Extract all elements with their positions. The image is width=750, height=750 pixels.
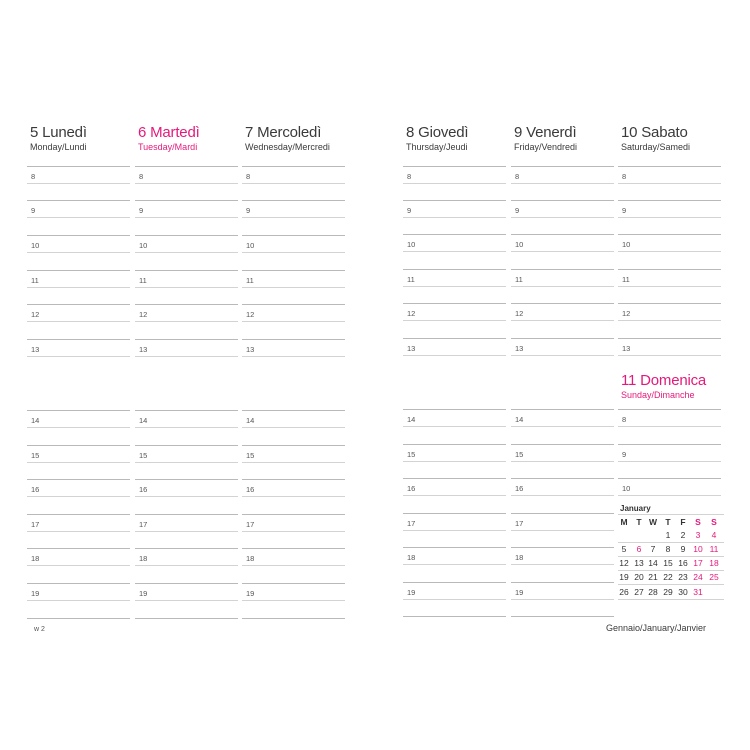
hour-line bbox=[27, 304, 130, 305]
half-hour-line[interactable] bbox=[618, 426, 721, 427]
half-hour-line[interactable] bbox=[511, 320, 614, 321]
hour-label: 17 bbox=[31, 520, 40, 529]
day-header bbox=[406, 124, 468, 153]
mini-calendar-row-line bbox=[618, 570, 724, 571]
half-hour-line[interactable] bbox=[618, 495, 721, 496]
mini-calendar-weekday: S bbox=[695, 517, 701, 527]
hour-line bbox=[618, 200, 721, 201]
half-hour-line[interactable] bbox=[618, 320, 721, 321]
mini-calendar-month: January bbox=[620, 504, 651, 513]
half-hour-line[interactable] bbox=[618, 251, 721, 252]
hour-line bbox=[511, 409, 614, 410]
half-hour-line[interactable] bbox=[242, 321, 345, 322]
hour-label: 10 bbox=[139, 241, 148, 250]
hour-line bbox=[618, 444, 721, 445]
hour-label: 13 bbox=[622, 344, 631, 353]
hour-label: 12 bbox=[139, 310, 148, 319]
hour-line bbox=[27, 410, 130, 411]
hour-label: 15 bbox=[139, 451, 148, 460]
hour-line bbox=[135, 410, 238, 411]
hour-label: 18 bbox=[31, 554, 40, 563]
mini-calendar-day[interactable]: 31 bbox=[693, 587, 703, 597]
hour-label: 11 bbox=[622, 275, 630, 284]
half-hour-line[interactable] bbox=[511, 251, 614, 252]
hour-line bbox=[403, 200, 506, 201]
day-subtitle: Tuesday/Mardi bbox=[138, 142, 198, 152]
hour-line bbox=[135, 548, 238, 549]
half-hour-line[interactable] bbox=[511, 426, 614, 427]
hour-label: 14 bbox=[407, 415, 416, 424]
day-title: 8 Giovedì bbox=[406, 124, 469, 141]
hour-label: 9 bbox=[246, 206, 251, 215]
hour-line bbox=[403, 338, 506, 339]
hour-label: 10 bbox=[515, 240, 524, 249]
hour-label: 16 bbox=[139, 485, 148, 494]
half-hour-line[interactable] bbox=[242, 287, 345, 288]
hour-label: 9 bbox=[31, 206, 36, 215]
hour-label: 12 bbox=[515, 309, 524, 318]
hour-line bbox=[27, 445, 130, 446]
mini-calendar-row-line bbox=[618, 599, 724, 600]
half-hour-line[interactable] bbox=[511, 286, 614, 287]
hour-line bbox=[135, 200, 238, 201]
bottom-line bbox=[242, 618, 345, 619]
half-hour-line[interactable] bbox=[27, 531, 130, 532]
day-subtitle: Monday/Lundi bbox=[30, 142, 87, 152]
hour-line bbox=[242, 479, 345, 480]
half-hour-line[interactable] bbox=[511, 530, 614, 531]
half-hour-line[interactable] bbox=[27, 183, 130, 184]
half-hour-line[interactable] bbox=[618, 461, 721, 462]
day-header bbox=[621, 372, 706, 401]
hour-label: 16 bbox=[31, 485, 40, 494]
half-hour-line[interactable] bbox=[135, 183, 238, 184]
mini-calendar-day[interactable]: 10 bbox=[693, 544, 703, 554]
hour-line bbox=[618, 478, 721, 479]
hour-label: 11 bbox=[515, 275, 523, 284]
hour-line bbox=[403, 166, 506, 167]
hour-label: 9 bbox=[139, 206, 144, 215]
half-hour-line[interactable] bbox=[242, 252, 345, 253]
half-hour-line[interactable] bbox=[242, 183, 345, 184]
hour-label: 19 bbox=[31, 589, 40, 598]
half-hour-line[interactable] bbox=[27, 565, 130, 566]
hour-label: 17 bbox=[407, 519, 416, 528]
bottom-line bbox=[403, 616, 506, 617]
mini-calendar-weekday: T bbox=[665, 517, 671, 527]
day-header bbox=[621, 124, 690, 153]
hour-line bbox=[618, 303, 721, 304]
hour-line bbox=[27, 479, 130, 480]
hour-line bbox=[135, 583, 238, 584]
mini-calendar-day[interactable]: 23 bbox=[678, 572, 688, 582]
half-hour-line[interactable] bbox=[511, 355, 614, 356]
half-hour-line[interactable] bbox=[242, 565, 345, 566]
half-hour-line[interactable] bbox=[242, 531, 345, 532]
half-hour-line[interactable] bbox=[403, 461, 506, 462]
half-hour-line[interactable] bbox=[618, 286, 721, 287]
hour-label: 13 bbox=[407, 344, 416, 353]
mini-calendar-day[interactable]: 20 bbox=[634, 572, 644, 582]
mini-calendar-day[interactable]: 13 bbox=[634, 558, 644, 568]
half-hour-line[interactable] bbox=[242, 462, 345, 463]
half-hour-line[interactable] bbox=[27, 321, 130, 322]
day-subtitle: Thursday/Jeudi bbox=[406, 142, 468, 152]
hour-line bbox=[242, 339, 345, 340]
hour-line bbox=[135, 304, 238, 305]
hour-label: 18 bbox=[246, 554, 255, 563]
half-hour-line[interactable] bbox=[135, 356, 238, 357]
hour-label: 17 bbox=[515, 519, 524, 528]
hour-label: 9 bbox=[515, 206, 520, 215]
hour-line bbox=[27, 548, 130, 549]
mini-calendar-day[interactable]: 6 bbox=[636, 544, 642, 554]
hour-line bbox=[242, 200, 345, 201]
half-hour-line[interactable] bbox=[403, 355, 506, 356]
hour-line bbox=[27, 270, 130, 271]
half-hour-line[interactable] bbox=[135, 287, 238, 288]
hour-line bbox=[403, 513, 506, 514]
hour-line bbox=[618, 338, 721, 339]
hour-line bbox=[403, 269, 506, 270]
hour-line bbox=[27, 339, 130, 340]
hour-line bbox=[403, 582, 506, 583]
hour-line bbox=[242, 410, 345, 411]
hour-line bbox=[27, 200, 130, 201]
day-title: 7 Mercoledì bbox=[245, 124, 322, 141]
hour-label: 9 bbox=[622, 450, 627, 459]
day-title: 9 Venerdì bbox=[514, 124, 577, 141]
hour-line bbox=[135, 445, 238, 446]
hour-label: 10 bbox=[31, 241, 40, 250]
hour-line bbox=[511, 338, 614, 339]
mini-calendar-day[interactable]: 11 bbox=[709, 544, 719, 554]
hour-label: 19 bbox=[407, 588, 416, 597]
mini-calendar-weekday: T bbox=[636, 517, 642, 527]
hour-label: 15 bbox=[246, 451, 255, 460]
half-hour-line[interactable] bbox=[242, 217, 345, 218]
half-hour-line[interactable] bbox=[403, 320, 506, 321]
hour-label: 17 bbox=[139, 520, 148, 529]
hour-line bbox=[242, 583, 345, 584]
mini-calendar-day[interactable]: 16 bbox=[678, 558, 688, 568]
half-hour-line[interactable] bbox=[511, 599, 614, 600]
hour-label: 13 bbox=[31, 345, 40, 354]
hour-line bbox=[242, 166, 345, 167]
hour-label: 13 bbox=[515, 344, 524, 353]
half-hour-line[interactable] bbox=[27, 496, 130, 497]
mini-calendar-day[interactable]: 12 bbox=[619, 558, 629, 568]
half-hour-line[interactable] bbox=[27, 356, 130, 357]
hour-line bbox=[135, 166, 238, 167]
half-hour-line[interactable] bbox=[511, 495, 614, 496]
half-hour-line[interactable] bbox=[135, 252, 238, 253]
half-hour-line[interactable] bbox=[135, 427, 238, 428]
hour-label: 11 bbox=[139, 276, 147, 285]
hour-label: 18 bbox=[407, 553, 416, 562]
hour-label: 8 bbox=[31, 172, 36, 181]
mini-calendar-day[interactable]: 22 bbox=[663, 572, 673, 582]
mini-calendar-day[interactable]: 4 bbox=[711, 530, 717, 540]
mini-calendar-weekday: W bbox=[648, 517, 658, 527]
mini-calendar-weekday: F bbox=[680, 517, 686, 527]
hour-label: 18 bbox=[515, 553, 524, 562]
half-hour-line[interactable] bbox=[511, 183, 614, 184]
mini-calendar-day[interactable]: 7 bbox=[650, 544, 656, 554]
hour-line bbox=[511, 234, 614, 235]
hour-line bbox=[511, 200, 614, 201]
week-number: w 2 bbox=[34, 626, 45, 633]
hour-label: 10 bbox=[622, 484, 631, 493]
half-hour-line[interactable] bbox=[403, 251, 506, 252]
day-subtitle: Sunday/Dimanche bbox=[621, 390, 695, 400]
hour-label: 16 bbox=[515, 484, 524, 493]
mini-calendar-weekday: S bbox=[711, 517, 717, 527]
hour-line bbox=[511, 444, 614, 445]
hour-label: 11 bbox=[246, 276, 254, 285]
hour-label: 14 bbox=[515, 415, 524, 424]
mini-calendar-day[interactable]: 1 bbox=[665, 530, 671, 540]
day-header bbox=[30, 124, 87, 153]
mini-calendar-day[interactable]: 24 bbox=[693, 572, 703, 582]
hour-line bbox=[242, 548, 345, 549]
half-hour-line[interactable] bbox=[511, 461, 614, 462]
hour-label: 13 bbox=[139, 345, 148, 354]
hour-label: 8 bbox=[407, 172, 412, 181]
bottom-line bbox=[135, 618, 238, 619]
half-hour-line[interactable] bbox=[403, 426, 506, 427]
hour-line bbox=[403, 303, 506, 304]
half-hour-line[interactable] bbox=[403, 286, 506, 287]
mini-calendar-day[interactable]: 3 bbox=[695, 530, 701, 540]
hour-label: 8 bbox=[246, 172, 251, 181]
mini-calendar-day[interactable]: 26 bbox=[619, 587, 629, 597]
day-subtitle: Friday/Vendredi bbox=[514, 142, 578, 152]
half-hour-line[interactable] bbox=[135, 531, 238, 532]
mini-calendar-day[interactable]: 8 bbox=[665, 544, 671, 554]
half-hour-line[interactable] bbox=[135, 496, 238, 497]
half-hour-line[interactable] bbox=[403, 217, 506, 218]
hour-label: 9 bbox=[622, 206, 627, 215]
hour-line bbox=[135, 235, 238, 236]
mini-calendar-day[interactable]: 17 bbox=[693, 558, 703, 568]
hour-line bbox=[618, 166, 721, 167]
mini-calendar-row-line bbox=[618, 542, 724, 543]
hour-line bbox=[403, 547, 506, 548]
bottom-line bbox=[27, 618, 130, 619]
hour-line bbox=[242, 514, 345, 515]
day-title: 11 Domenica bbox=[621, 372, 707, 389]
hour-label: 8 bbox=[139, 172, 144, 181]
hour-label: 15 bbox=[31, 451, 40, 460]
hour-line bbox=[135, 270, 238, 271]
mini-calendar-weekday: M bbox=[620, 517, 628, 527]
hour-line bbox=[511, 547, 614, 548]
hour-label: 12 bbox=[622, 309, 631, 318]
hour-label: 14 bbox=[139, 416, 148, 425]
mini-calendar-day[interactable]: 28 bbox=[648, 587, 658, 597]
hour-label: 8 bbox=[515, 172, 520, 181]
mini-calendar-day[interactable]: 25 bbox=[709, 572, 719, 582]
hour-line bbox=[27, 166, 130, 167]
hour-line bbox=[511, 166, 614, 167]
hour-label: 11 bbox=[31, 276, 39, 285]
hour-line bbox=[242, 445, 345, 446]
hour-label: 10 bbox=[246, 241, 255, 250]
day-header bbox=[138, 124, 200, 153]
mini-calendar-day[interactable]: 18 bbox=[709, 558, 719, 568]
half-hour-line[interactable] bbox=[618, 355, 721, 356]
hour-label: 15 bbox=[515, 450, 524, 459]
hour-label: 15 bbox=[407, 450, 416, 459]
half-hour-line[interactable] bbox=[403, 530, 506, 531]
day-title: 10 Sabato bbox=[621, 124, 688, 141]
hour-line bbox=[618, 409, 721, 410]
day-title: 6 Martedì bbox=[138, 124, 200, 141]
month-label: Gennaio/January/Janvier bbox=[606, 623, 707, 633]
hour-label: 8 bbox=[622, 172, 627, 181]
half-hour-line[interactable] bbox=[27, 287, 130, 288]
hour-line bbox=[618, 234, 721, 235]
half-hour-line[interactable] bbox=[135, 565, 238, 566]
half-hour-line[interactable] bbox=[403, 495, 506, 496]
half-hour-line[interactable] bbox=[403, 183, 506, 184]
mini-calendar-day[interactable]: 21 bbox=[648, 572, 658, 582]
mini-calendar-row-line bbox=[618, 584, 724, 585]
hour-label: 19 bbox=[515, 588, 524, 597]
half-hour-line[interactable] bbox=[242, 427, 345, 428]
mini-calendar-rule bbox=[618, 514, 724, 515]
hour-label: 19 bbox=[246, 589, 255, 598]
half-hour-line[interactable] bbox=[403, 564, 506, 565]
half-hour-line[interactable] bbox=[511, 564, 614, 565]
hour-line bbox=[511, 513, 614, 514]
mini-calendar-row-line bbox=[618, 556, 724, 557]
half-hour-line[interactable] bbox=[242, 356, 345, 357]
half-hour-line[interactable] bbox=[27, 600, 130, 601]
mini-calendar-day[interactable]: 30 bbox=[678, 587, 688, 597]
hour-label: 14 bbox=[31, 416, 40, 425]
half-hour-line[interactable] bbox=[135, 321, 238, 322]
bottom-line bbox=[511, 616, 614, 617]
day-header bbox=[245, 124, 330, 153]
hour-label: 12 bbox=[407, 309, 416, 318]
hour-label: 10 bbox=[622, 240, 631, 249]
half-hour-line[interactable] bbox=[135, 217, 238, 218]
hour-label: 16 bbox=[407, 484, 416, 493]
hour-line bbox=[135, 339, 238, 340]
hour-line bbox=[135, 479, 238, 480]
mini-calendar-day[interactable]: 2 bbox=[680, 530, 686, 540]
half-hour-line[interactable] bbox=[618, 217, 721, 218]
hour-line bbox=[511, 303, 614, 304]
hour-line bbox=[27, 235, 130, 236]
hour-label: 10 bbox=[407, 240, 416, 249]
hour-line bbox=[242, 270, 345, 271]
mini-calendar-day[interactable]: 14 bbox=[648, 558, 658, 568]
mini-calendar-day[interactable]: 15 bbox=[663, 558, 673, 568]
hour-line bbox=[27, 514, 130, 515]
day-title: 5 Lunedì bbox=[30, 124, 87, 141]
hour-label: 11 bbox=[407, 275, 415, 284]
hour-label: 12 bbox=[246, 310, 255, 319]
half-hour-line[interactable] bbox=[135, 600, 238, 601]
hour-line bbox=[403, 478, 506, 479]
hour-label: 14 bbox=[246, 416, 255, 425]
hour-line bbox=[242, 235, 345, 236]
hour-line bbox=[403, 234, 506, 235]
hour-label: 17 bbox=[246, 520, 255, 529]
mini-calendar-day[interactable]: 29 bbox=[663, 587, 673, 597]
hour-line bbox=[618, 269, 721, 270]
hour-line bbox=[135, 514, 238, 515]
day-subtitle: Saturday/Samedi bbox=[621, 142, 691, 152]
hour-line bbox=[242, 304, 345, 305]
hour-line bbox=[511, 478, 614, 479]
half-hour-line[interactable] bbox=[403, 599, 506, 600]
half-hour-line[interactable] bbox=[242, 600, 345, 601]
hour-line bbox=[511, 582, 614, 583]
mini-calendar-day[interactable]: 27 bbox=[634, 587, 644, 597]
hour-line bbox=[511, 269, 614, 270]
hour-label: 19 bbox=[139, 589, 148, 598]
half-hour-line[interactable] bbox=[511, 217, 614, 218]
hour-label: 9 bbox=[407, 206, 412, 215]
mini-calendar-day[interactable]: 5 bbox=[621, 544, 627, 554]
half-hour-line[interactable] bbox=[242, 496, 345, 497]
hour-label: 12 bbox=[31, 310, 40, 319]
hour-label: 8 bbox=[622, 415, 627, 424]
hour-line bbox=[403, 409, 506, 410]
hour-label: 13 bbox=[246, 345, 255, 354]
hour-line bbox=[403, 444, 506, 445]
half-hour-line[interactable] bbox=[27, 252, 130, 253]
half-hour-line[interactable] bbox=[27, 217, 130, 218]
half-hour-line[interactable] bbox=[135, 462, 238, 463]
mini-calendar-day[interactable]: 19 bbox=[619, 572, 629, 582]
half-hour-line[interactable] bbox=[27, 427, 130, 428]
half-hour-line[interactable] bbox=[618, 183, 721, 184]
hour-line bbox=[27, 583, 130, 584]
day-subtitle: Wednesday/Mercredi bbox=[245, 142, 330, 152]
day-header bbox=[514, 124, 577, 153]
half-hour-line[interactable] bbox=[27, 462, 130, 463]
hour-label: 16 bbox=[246, 485, 255, 494]
mini-calendar-day[interactable]: 9 bbox=[680, 544, 686, 554]
hour-label: 18 bbox=[139, 554, 148, 563]
